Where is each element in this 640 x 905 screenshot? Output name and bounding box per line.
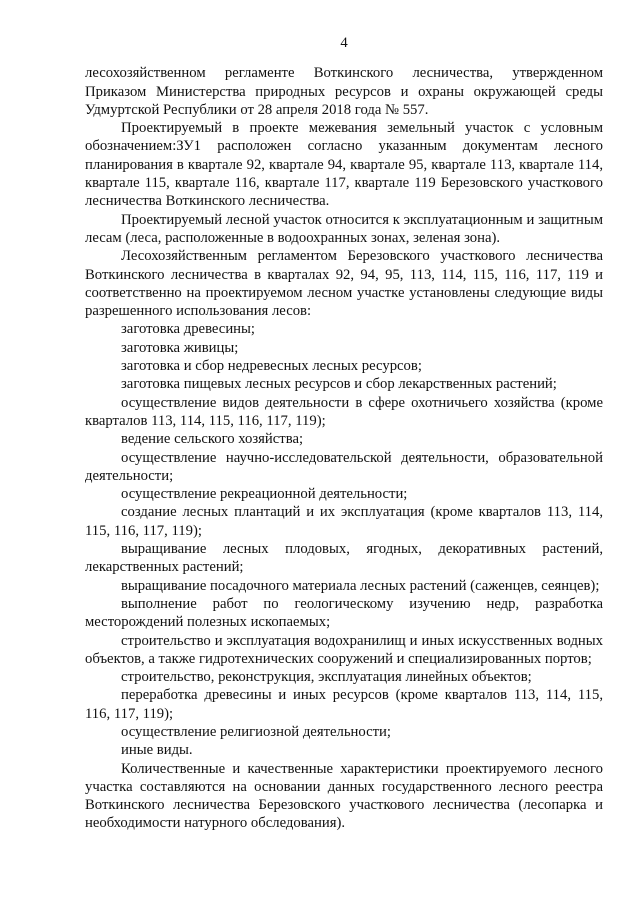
list-item: строительство, реконструкция, эксплуатация линейных объектов; xyxy=(121,669,532,686)
paragraph-land-plot: Проектируемый в проекте межевания земельный участок с условным обозначением:ЗУ1 расположен согласно указанным документам лесного планирования в квартале 92, квартале 94, квартале 95, квартале 113, квартале 114, квартале 115, квартале 116, квартале 117, квартале 119 Березовского участкового лесничества Воткинского лесничества. xyxy=(85,120,603,210)
list-item: заготовка пищевых лесных ресурсов и сбор лекарственных растений; xyxy=(121,376,557,393)
list-item: переработка древесины и иных ресурсов (кроме кварталов 113, 114, 115, 116, 117, 119); xyxy=(85,687,603,722)
list-item: осуществление религиозной деятельности; xyxy=(121,723,391,740)
list-item: ведение сельского хозяйства; xyxy=(121,431,304,448)
permitted-uses-list xyxy=(85,320,603,759)
paragraph-permitted-uses-intro: Лесохозяйственным регламентом Березовского участкового лесничества Воткинского лесничества в кварталах 92, 94, 95, 113, 114, 115, 116, 117, 119 и соответственно на проектируемом лесном участке установлены следующие виды разрешенного использования лесов: xyxy=(85,248,603,320)
list-item: осуществление рекреационной деятельности; xyxy=(121,486,408,503)
list-item: осуществление видов деятельности в сфере охотничьего хозяйства (кроме кварталов 113, 114, 115, 116, 117, 119); xyxy=(85,394,603,429)
paragraph-characteristics: Количественные и качественные характеристики проектируемого лесного участка составляются на основании данных государственного лесного реестра Воткинского лесничества Березовского участкового лесничества (лесопарка и необходимости натурного обследования). xyxy=(85,760,603,832)
list-item: создание лесных плантаций и их эксплуатация (кроме кварталов 113, 114, 115, 116, 117, 119); xyxy=(85,504,603,539)
page-number: 4 xyxy=(340,35,348,51)
list-item: осуществление научно-исследовательской деятельности, образовательной деятельности; xyxy=(85,449,603,484)
list-item: строительство и эксплуатация водохранилищ и иных искусственных водных объектов, а также гидротехнических сооружений и специализированных портов; xyxy=(85,632,603,667)
list-item: заготовка древесины; xyxy=(121,321,255,338)
list-item: выращивание посадочного материала лесных растений (саженцев, сеянцев); xyxy=(121,577,600,594)
list-item: заготовка живицы; xyxy=(121,339,239,356)
paragraph-forest-category: Проектируемый лесной участок относится к эксплуатационным и защитным лесам (леса, расположенные в водоохранных зонах, зеленая зона). xyxy=(85,211,603,246)
list-item: иные виды. xyxy=(121,742,193,759)
list-item: выполнение работ по геологическому изучению недр, разработка месторождений полезных ископаемых; xyxy=(85,595,603,631)
paragraph-regulation: лесохозяйственном регламенте Воткинского лесничества, утвержденном Приказом Министерства природных ресурсов и охраны окружающей среды Удмуртской Республики от 28 апреля 2018 года № 557. xyxy=(85,65,603,118)
list-item: заготовка и сбор недревесных лесных ресурсов; xyxy=(121,358,422,375)
list-item: выращивание лесных плодовых, ягодных, декоративных растений, лекарственных растений; xyxy=(85,541,603,576)
